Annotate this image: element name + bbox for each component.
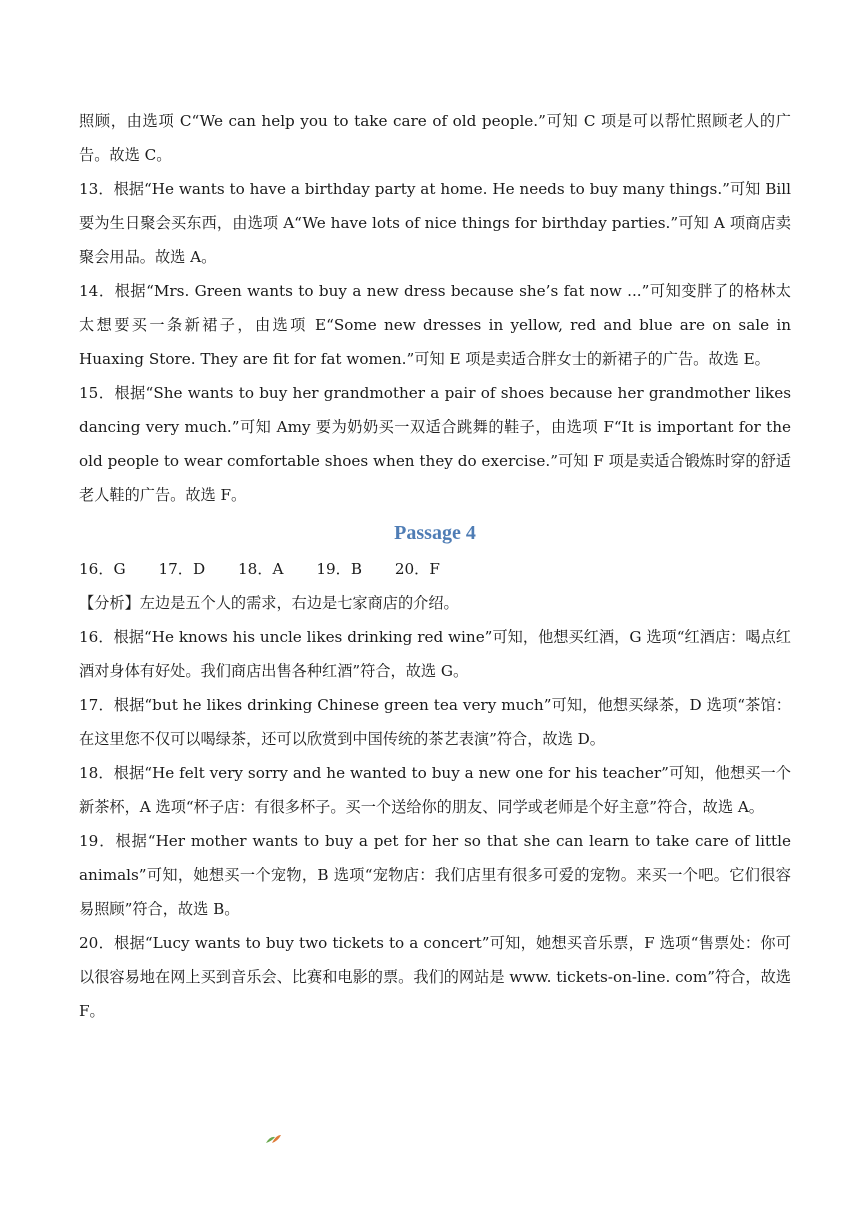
answer-key-16: 16．G — [79, 560, 126, 578]
paragraph-analysis: 【分析】左边是五个人的需求，右边是七家商店的介绍。 — [79, 594, 459, 612]
paragraph-answer-15: 15．根据“She wants to buy her grandmother a pair of shoes because her grandmother likes dancing very much.”可知 Amy 要为奶奶买一双适合跳舞的鞋子，由选项 F“It is important for the old people to wear comfortable shoes when they do exercise.”可知 F 项是卖适合锻炼时穿的舒适老人鞋的广告。故选 F。 — [79, 384, 791, 504]
answer-key-row — [79, 552, 791, 586]
paragraph-answer-16: 16．根据“He knows his uncle likes drinking red wine”可知，他想买红酒，G 选项“红酒店：喝点红酒对身体有好处。我们商店出售各种红酒”符合，故选 G。 — [79, 628, 791, 680]
answer-key-18: 18．A — [238, 560, 284, 578]
paragraph-answer-14: 14．根据“Mrs. Green wants to buy a new dress because she’s fat now ...”可知变胖了的格林太太想要买一条新裙子，由选项 E“Some new dresses in yellow, red and blue are on sale in Huaxing Store. They are fit for fat women.”可知 E 项是卖适合胖女士的新裙子的广告。故选 E。 — [79, 282, 791, 368]
answer-key-19: 19．B — [316, 560, 363, 578]
paragraph-answer-18: 18．根据“He felt very sorry and he wanted to buy a new one for his teacher”可知，他想买一个新茶杯，A 选项“杯子店：有很多杯子。买一个送给你的朋友、同学或老师是个好主意”符合，故选 A。 — [79, 764, 791, 816]
answer-key-17: 17．D — [158, 560, 206, 578]
paragraph-answer-12-tail: 照顾，由选项 C“We can help you to take care of old people.”可知 C 项是可以帮忙照顾老人的广告。故选 C。 — [79, 112, 791, 164]
paragraph-answer-20: 20．根据“Lucy wants to buy two tickets to a concert”可知，她想买音乐票，F 选项“售票处：你可以很容易地在网上买到音乐会、比赛和电影的票。我们的网站是 www. tickets-on-line. com”符合，故选 F。 — [79, 934, 791, 1020]
section-heading-passage-4: Passage 4 — [394, 522, 476, 544]
document-page — [79, 104, 791, 1028]
paragraph-answer-19: 19．根据“Her mother wants to buy a pet for her so that she can learn to take care of little animals”可知，她想买一个宠物，B 选项“宠物店：我们店里有很多可爱的宠物。来买一个吧。它们很容易照顾”符合，故选 B。 — [79, 832, 791, 918]
leaf-logo-icon — [264, 1133, 282, 1145]
paragraph-answer-17: 17．根据“but he likes drinking Chinese green tea very much”可知，他想买绿茶，D 选项“茶馆：在这里您不仅可以喝绿茶，还可以欣赏到中国传统的茶艺表演”符合，故选 D。 — [79, 696, 791, 748]
answer-key-20: 20．F — [394, 560, 440, 578]
paragraph-answer-13: 13．根据“He wants to have a birthday party at home. He needs to buy many things.”可知 Bill 要为生日聚会买东西，由选项 A“We have lots of nice things for birthday parties.”可知 A 项商店卖聚会用品。故选 A。 — [79, 180, 791, 266]
